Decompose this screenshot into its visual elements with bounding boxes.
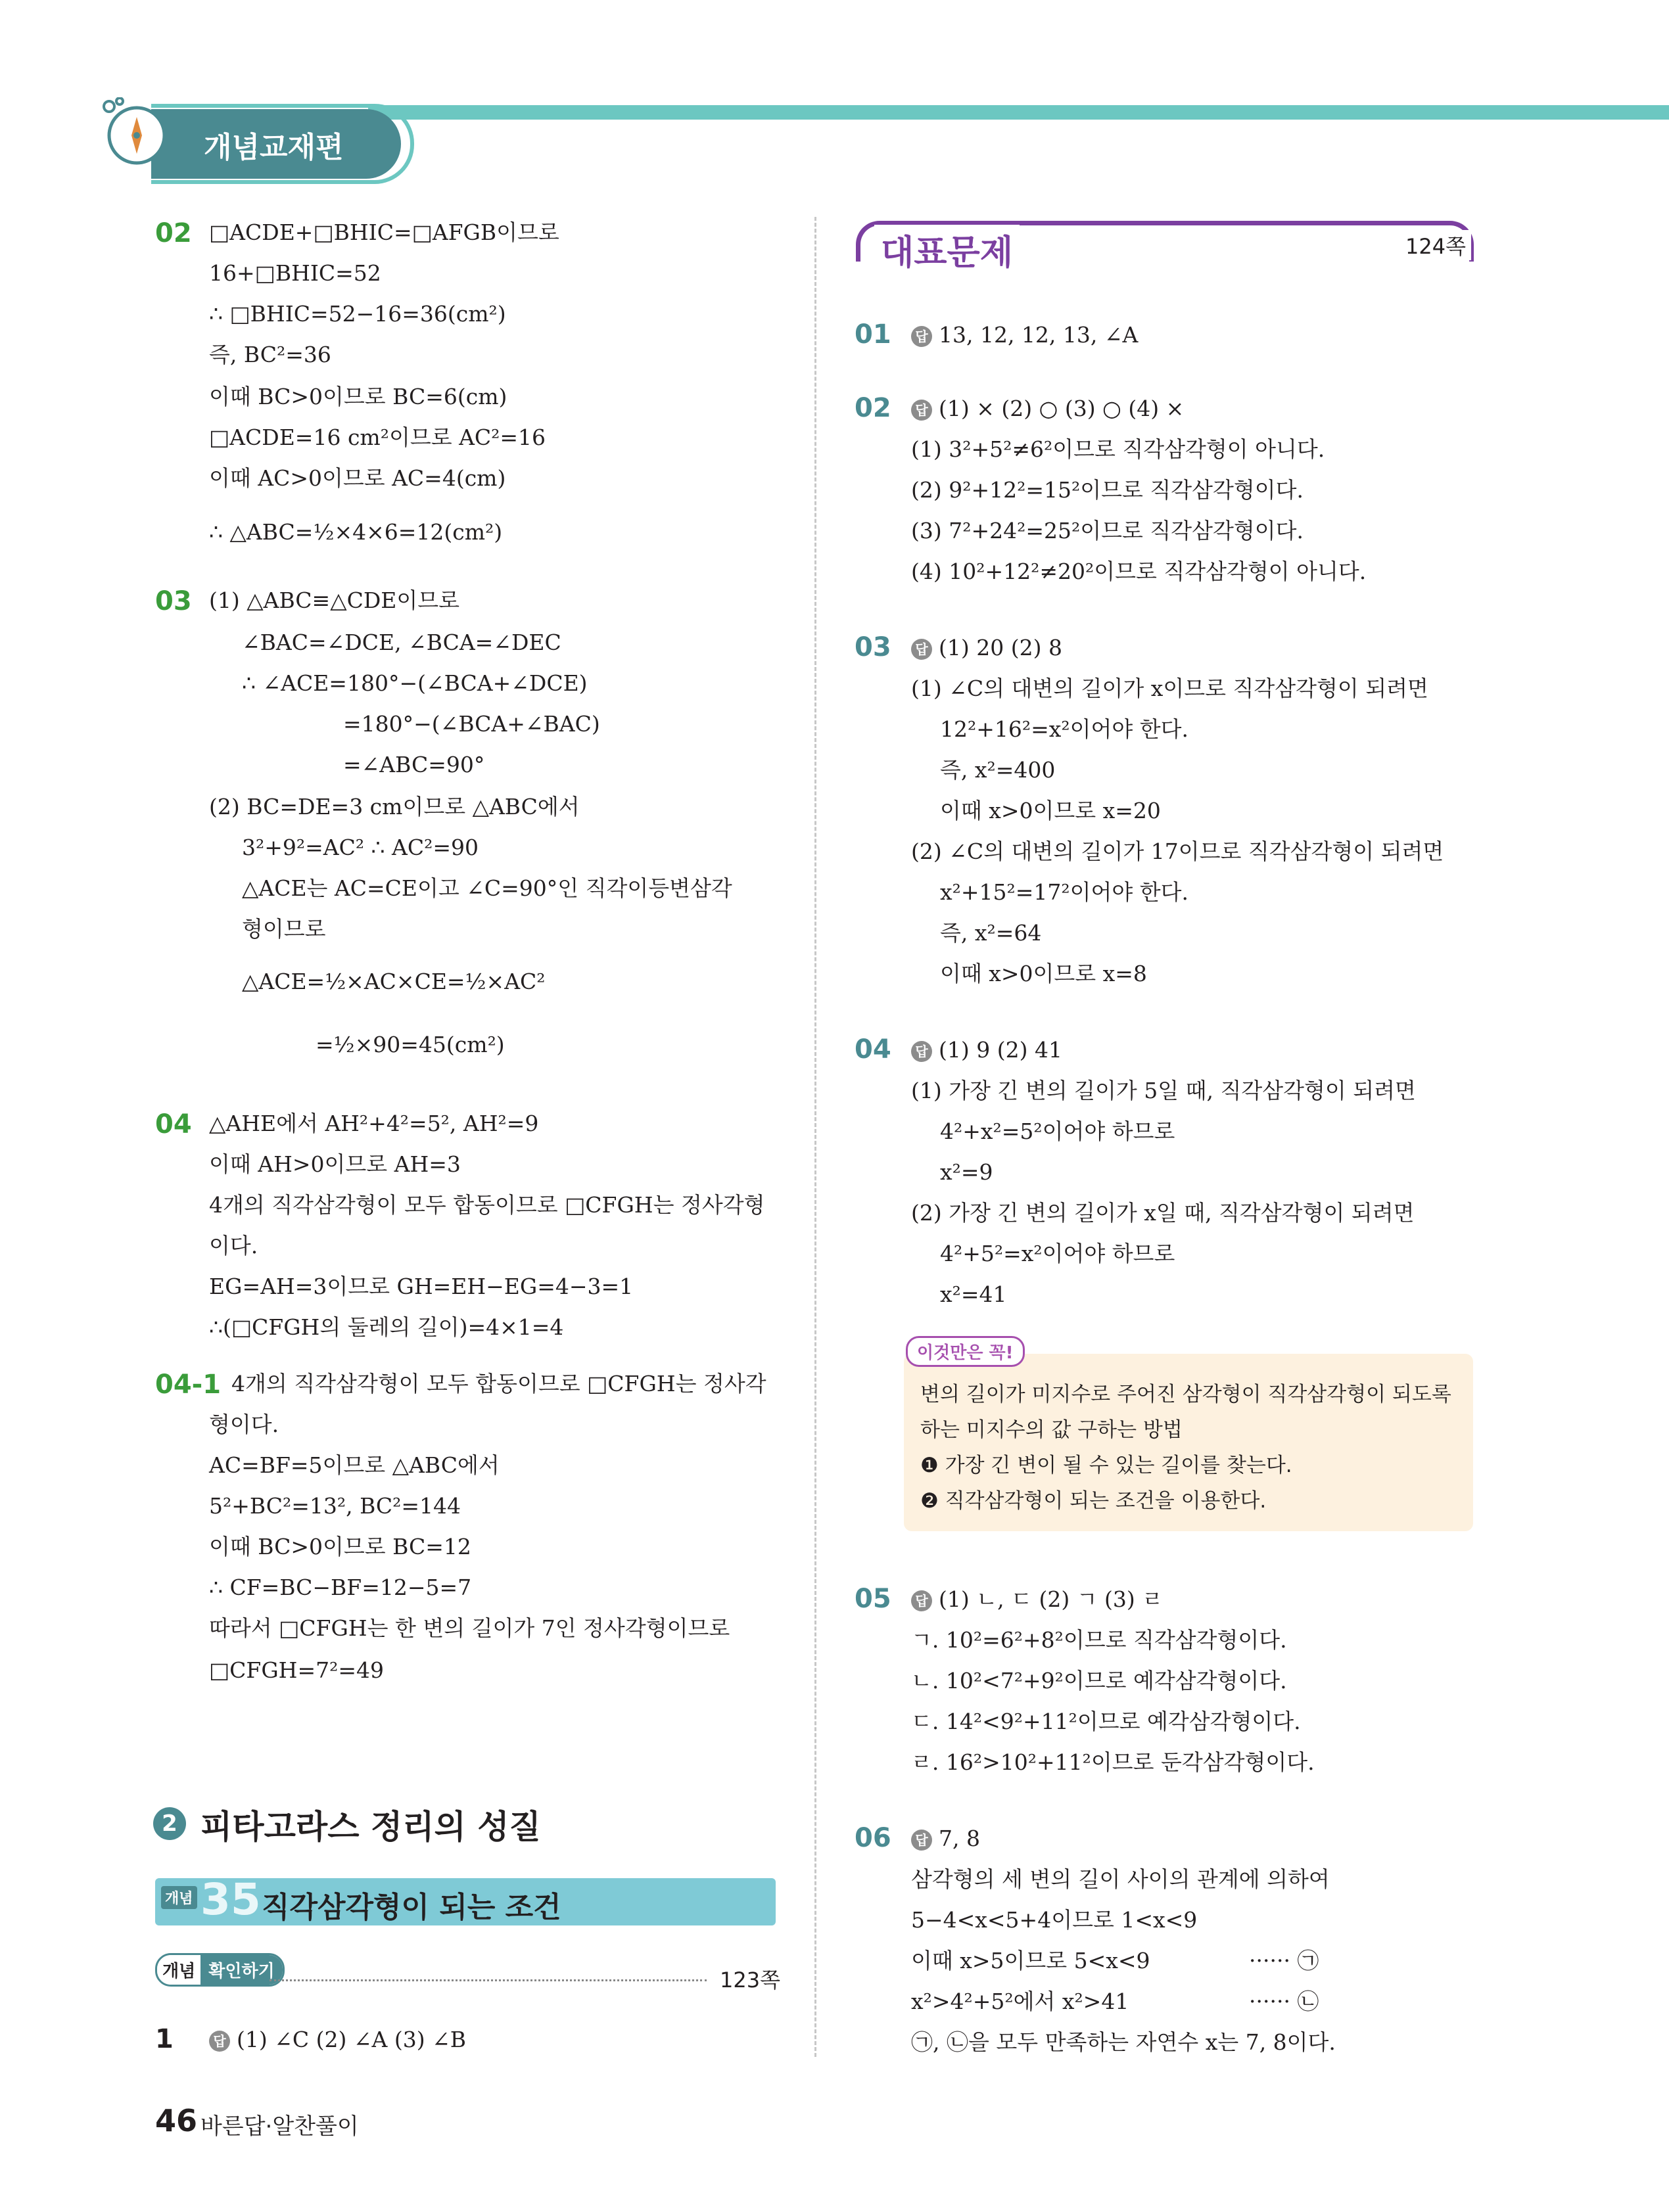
question-number: 05	[855, 1584, 891, 1614]
header-band	[368, 105, 1669, 120]
answer-line	[911, 1037, 1062, 1063]
solution-line: ∴ △ABC=½×4×6=12(cm²)	[209, 519, 503, 545]
section-badge: 2	[153, 1807, 186, 1840]
question-number: 02	[155, 218, 192, 248]
solution-line: □CFGH=7²=49	[209, 1657, 384, 1683]
answer-line	[209, 2027, 466, 2053]
answer-text: 7, 8	[939, 1826, 980, 1851]
check-tag-b: 확인하기	[200, 1955, 282, 1985]
column-divider	[814, 217, 816, 2057]
solution-line: 이때 x>0이므로 x=20	[940, 798, 1161, 823]
solution-line: (2) BC=DE=3 cm이므로 △ABC에서	[209, 794, 580, 819]
answer-mark: 답	[209, 2031, 230, 2052]
solution-line: □ACDE=16 cm²이므로 AC²=16	[209, 425, 546, 450]
solution-line: =180°−(∠BCA+∠BAC)	[343, 711, 600, 737]
solution-line: (3) 7²+24²=25²이므로 직각삼각형이다.	[911, 518, 1304, 543]
answer-text: 13, 12, 12, 13, ∠A	[939, 322, 1139, 348]
question-number: 03	[155, 586, 192, 616]
solution-line: x²+15²=17²이어야 한다.	[940, 879, 1188, 905]
rep-title: 대표문제	[874, 225, 1020, 274]
solution-line: ㄷ. 14²<9²+11²이므로 예각삼각형이다.	[911, 1709, 1301, 1734]
dotted-leader	[270, 1979, 707, 1981]
solution-line: (1) 가장 긴 변의 길이가 5일 때, 직각삼각형이 되려면	[911, 1078, 1416, 1103]
section-title: 피타고라스 정리의 성질	[200, 1808, 541, 1846]
solution-line: ㉠, ㉡을 모두 만족하는 자연수 x는 7, 8이다.	[911, 2029, 1336, 2055]
question-number: 04	[855, 1034, 891, 1065]
solution-line: AC=BF=5이므로 △ABC에서	[209, 1452, 500, 1478]
answer-line	[911, 1586, 1163, 1613]
equation-mark: ······ ㉡	[1249, 1989, 1319, 2014]
solution-line: (2) ∠C의 대변의 길이가 17이므로 직각삼각형이 되려면	[911, 839, 1444, 864]
solution-line: ∠BAC=∠DCE, ∠BCA=∠DEC	[242, 630, 561, 655]
solution-line: x²>4²+5²에서 x²>41	[911, 1989, 1129, 2014]
answer-text: (1) ㄴ, ㄷ (2) ㄱ (3) ㄹ	[939, 1586, 1164, 1612]
answer-mark: 답	[911, 639, 932, 660]
question-number: 01	[855, 319, 891, 350]
solution-line: 이때 BC>0이므로 BC=6(cm)	[209, 384, 507, 409]
tip-tag: 이것만은 꼭!	[906, 1336, 1025, 1367]
question-number: 1	[155, 2024, 174, 2054]
solution-line: 형이므로	[242, 916, 326, 942]
solution-line: △AHE에서 AH²+4²=5², AH²=9	[209, 1111, 539, 1136]
header-title: 개념교재편	[204, 131, 344, 164]
solution-line: 즉, x²=64	[940, 920, 1042, 946]
page-number: 46	[155, 2103, 198, 2138]
solution-line: 이때 x>5이므로 5<x<9	[911, 1948, 1150, 1973]
solution-line: =∠ABC=90°	[343, 752, 485, 777]
solution-line: =½×90=45(cm²)	[316, 1032, 505, 1057]
question-number: 03	[855, 632, 891, 662]
solution-line: ㄴ. 10²<7²+9²이므로 예각삼각형이다.	[911, 1668, 1287, 1694]
answer-text: (1) × (2) ○ (3) ○ (4) ×	[939, 396, 1185, 421]
solution-line: 4개의 직각삼각형이 모두 합동이므로 □CFGH는 정사각	[231, 1371, 766, 1396]
check-tag	[155, 1953, 285, 1987]
solution-line: ∴ ∠ACE=180°−(∠BCA+∠DCE)	[242, 670, 588, 696]
solution-line: 5−4<x<5+4이므로 1<x<9	[911, 1907, 1198, 1933]
answer-mark: 답	[911, 1830, 932, 1851]
solution-line: 16+□BHIC=52	[209, 260, 381, 286]
solution-line: 이때 AH>0이므로 AH=3	[209, 1151, 461, 1177]
solution-line: ∴ □BHIC=52−16=36(cm²)	[209, 301, 506, 327]
answer-mark: 답	[911, 326, 932, 347]
solution-line: ㄹ. 16²>10²+11²이므로 둔각삼각형이다.	[911, 1749, 1315, 1775]
solution-line: (2) 가장 긴 변의 길이가 x일 때, 직각삼각형이 되려면	[911, 1200, 1415, 1226]
solution-line: □ACDE+□BHIC=□AFGB이므로	[209, 219, 559, 245]
concept-number: 35	[200, 1874, 261, 1925]
tip-line: 하는 미지수의 값 구하는 방법	[920, 1418, 1183, 1442]
solution-line: 4²+5²=x²이어야 하므로	[940, 1241, 1175, 1266]
solution-line: 3²+9²=AC² ∴ AC²=90	[242, 835, 479, 860]
solution-line: (2) 9²+12²=15²이므로 직각삼각형이다.	[911, 477, 1304, 503]
solution-line: (1) △ABC≡△CDE이므로	[209, 588, 460, 613]
solution-line: x²=9	[940, 1159, 993, 1185]
solution-line: 즉, x²=400	[940, 757, 1056, 783]
solution-line: △ACE는 AC=CE이고 ∠C=90°인 직각이등변삼각	[242, 875, 732, 901]
equation-mark: ······ ㉠	[1249, 1948, 1319, 1973]
solution-line: EG=AH=3이므로 GH=EH−EG=4−3=1	[209, 1274, 634, 1299]
answer-line	[911, 396, 1184, 422]
tip-line: 변의 길이가 미지수로 주어진 삼각형이 직각삼각형이 되도록	[920, 1383, 1451, 1406]
question-number: 04	[155, 1109, 192, 1140]
answer-text: (1) 9 (2) 41	[939, 1037, 1062, 1063]
solution-line: (1) ∠C의 대변의 길이가 x이므로 직각삼각형이 되려면	[911, 676, 1428, 701]
solution-line: 4²+x²=5²이어야 하므로	[940, 1118, 1175, 1144]
solution-line: x²=41	[940, 1281, 1007, 1307]
answer-mark: 답	[911, 1590, 932, 1611]
solution-line: 4개의 직각삼각형이 모두 합동이므로 □CFGH는 정사각형	[209, 1192, 765, 1218]
solution-line: 즉, BC²=36	[209, 342, 331, 367]
solution-line: (1) 3²+5²≠6²이므로 직각삼각형이 아니다.	[911, 436, 1325, 462]
solution-line: △ACE=½×AC×CE=½×AC²	[242, 969, 546, 994]
check-tag-a: 개념	[157, 1955, 200, 1985]
answer-mark: 답	[911, 400, 932, 421]
solution-line: 이때 x>0이므로 x=8	[940, 961, 1147, 986]
solution-line: (4) 10²+12²≠20²이므로 직각삼각형이 아니다.	[911, 559, 1367, 584]
answer-text: (1) 20 (2) 8	[939, 635, 1062, 660]
answer-line	[911, 322, 1138, 348]
solution-line: 5²+BC²=13², BC²=144	[209, 1493, 461, 1519]
tip-line: ❷ 직각삼각형이 되는 조건을 이용한다.	[920, 1489, 1267, 1513]
answer-line	[911, 1826, 980, 1852]
solution-line: 삼각형의 세 변의 길이 사이의 관계에 의하여	[911, 1866, 1330, 1892]
tip-line: ❶ 가장 긴 변이 될 수 있는 길이를 찾는다.	[920, 1454, 1292, 1477]
solution-line: 이때 AC>0이므로 AC=4(cm)	[209, 465, 506, 491]
solution-line: 따라서 □CFGH는 한 변의 길이가 7인 정사각형이므로	[209, 1615, 730, 1641]
clock-icon	[97, 97, 170, 170]
solution-line: 이다.	[209, 1233, 258, 1258]
check-page: 123쪽	[720, 1968, 780, 1993]
solution-line: ∴ CF=BC−BF=12−5=7	[209, 1575, 472, 1600]
question-number: 06	[855, 1823, 891, 1853]
rep-page: 124쪽	[1400, 230, 1471, 260]
answer-text: (1) ∠C (2) ∠A (3) ∠B	[237, 2027, 466, 2052]
solution-line: ㄱ. 10²=6²+8²이므로 직각삼각형이다.	[911, 1627, 1287, 1653]
concept-tag: 개념	[161, 1886, 197, 1909]
concept-title: 직각삼각형이 되는 조건	[262, 1891, 561, 1924]
question-number: 02	[855, 393, 891, 423]
solution-line: ∴(□CFGH의 둘레의 길이)=4×1=4	[209, 1314, 564, 1340]
footer-label: 바른답·알찬풀이	[200, 2113, 359, 2140]
solution-line: 형이다.	[209, 1412, 279, 1437]
solution-line: 12²+16²=x²이어야 한다.	[940, 716, 1188, 742]
answer-line	[911, 635, 1062, 661]
solution-line: 이때 BC>0이므로 BC=12	[209, 1534, 471, 1559]
answer-mark: 답	[911, 1041, 932, 1062]
question-number: 04-1	[155, 1370, 222, 1400]
